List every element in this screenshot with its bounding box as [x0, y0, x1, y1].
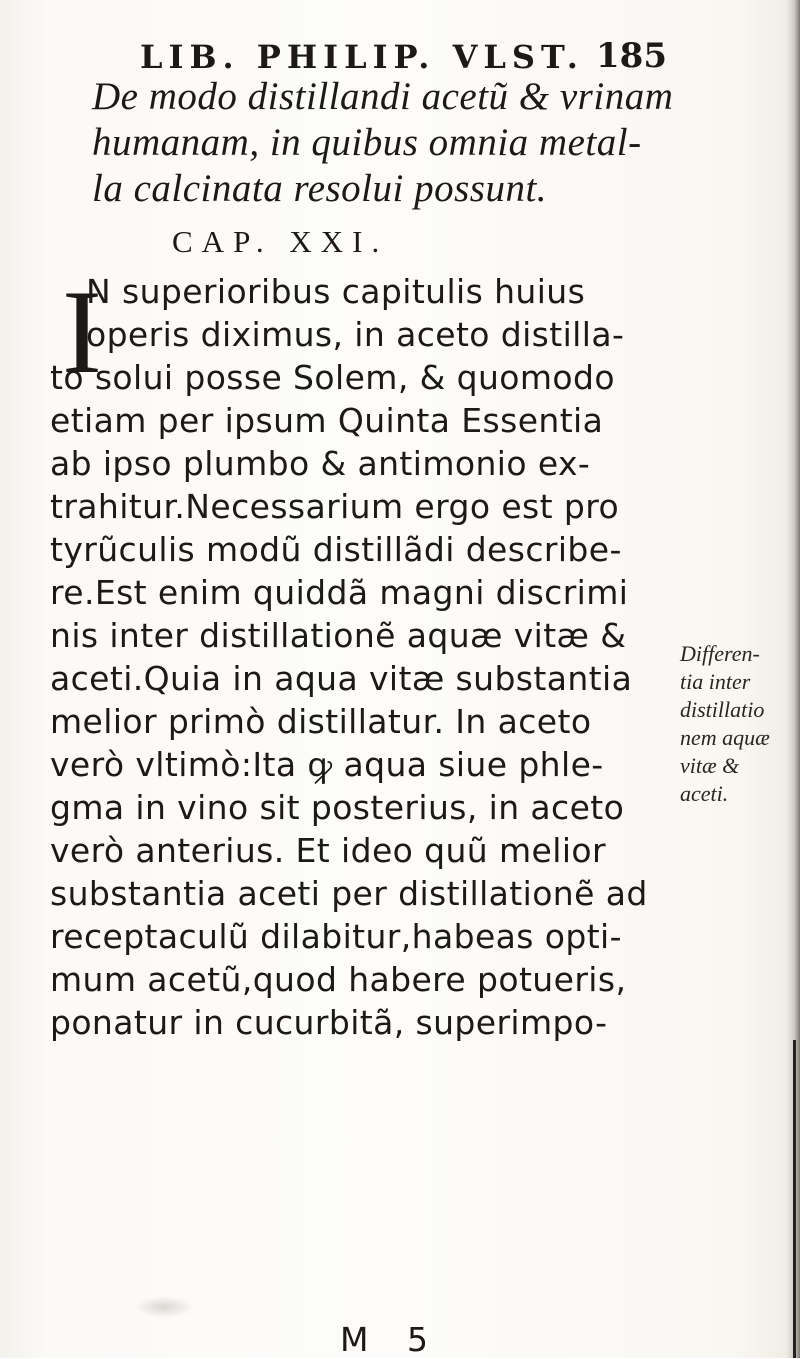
marginal-line: nem aquæ	[680, 725, 770, 750]
drop-cap-initial: I	[62, 265, 102, 398]
text-line: etiam per ipsum Quinta Essentia	[50, 401, 604, 440]
title-line: humanam, in quibus omnia metal-	[92, 121, 642, 164]
text-line: ab ipso plumbo & antimonio ex-	[50, 444, 591, 483]
ink-smudge	[134, 1296, 194, 1318]
text-line: verò anterius. Et ideo quũ melior	[50, 831, 606, 870]
page-number: 185	[596, 36, 667, 76]
marginal-line: distillatio	[680, 697, 765, 722]
text-line: aceti.Quia in aqua vitæ substantia	[50, 659, 633, 698]
text-line: nis inter distillationẽ aquæ vitæ &	[50, 616, 627, 655]
marginal-line: tia inter	[680, 669, 751, 694]
title-line: la calcinata resolui possunt.	[92, 167, 548, 210]
text-line: trahitur.Necessarium ergo est pro	[50, 487, 620, 526]
text-line: receptaculũ dilabitur,habeas opti-	[50, 917, 622, 956]
marginal-line: vitæ &	[680, 753, 740, 778]
text-line: mum acetũ,quod habere potueris,	[50, 960, 627, 999]
chapter-number: CAP. XXI.	[172, 224, 389, 259]
text-line: melior primò distillatur. In aceto	[50, 702, 592, 741]
text-line: verò vltimò:Ita ꝙ aqua siue phle-	[50, 745, 604, 784]
marginal-note	[680, 640, 795, 808]
page-edge-line	[793, 1040, 796, 1358]
text-line: substantia aceti per distillationẽ ad	[50, 874, 648, 913]
signature-mark: M 5	[340, 1320, 442, 1359]
text-line: ponatur in cucurbitã, superimpo-	[50, 1003, 608, 1042]
text-line: tyrũculis modũ distillãdi describe-	[50, 530, 622, 569]
title-line: De modo distillandi acetũ & vrinam	[92, 75, 674, 118]
text-line: operis diximus, in aceto distilla-	[86, 315, 625, 354]
running-head: LIB. PHILIP. VLST.	[140, 38, 584, 76]
text-line: gma in vino sit posterius, in aceto	[50, 788, 625, 827]
chapter-title	[92, 74, 672, 212]
marginal-line: aceti.	[680, 781, 729, 806]
text-line: N superioribus capitulis huius	[86, 272, 586, 311]
body-text	[50, 265, 660, 1044]
marginal-line: Differen-	[680, 641, 760, 666]
text-line: to solui posse Solem, & quomodo	[50, 358, 615, 397]
text-line: re.Est enim quiddã magni discrimi	[50, 573, 629, 612]
